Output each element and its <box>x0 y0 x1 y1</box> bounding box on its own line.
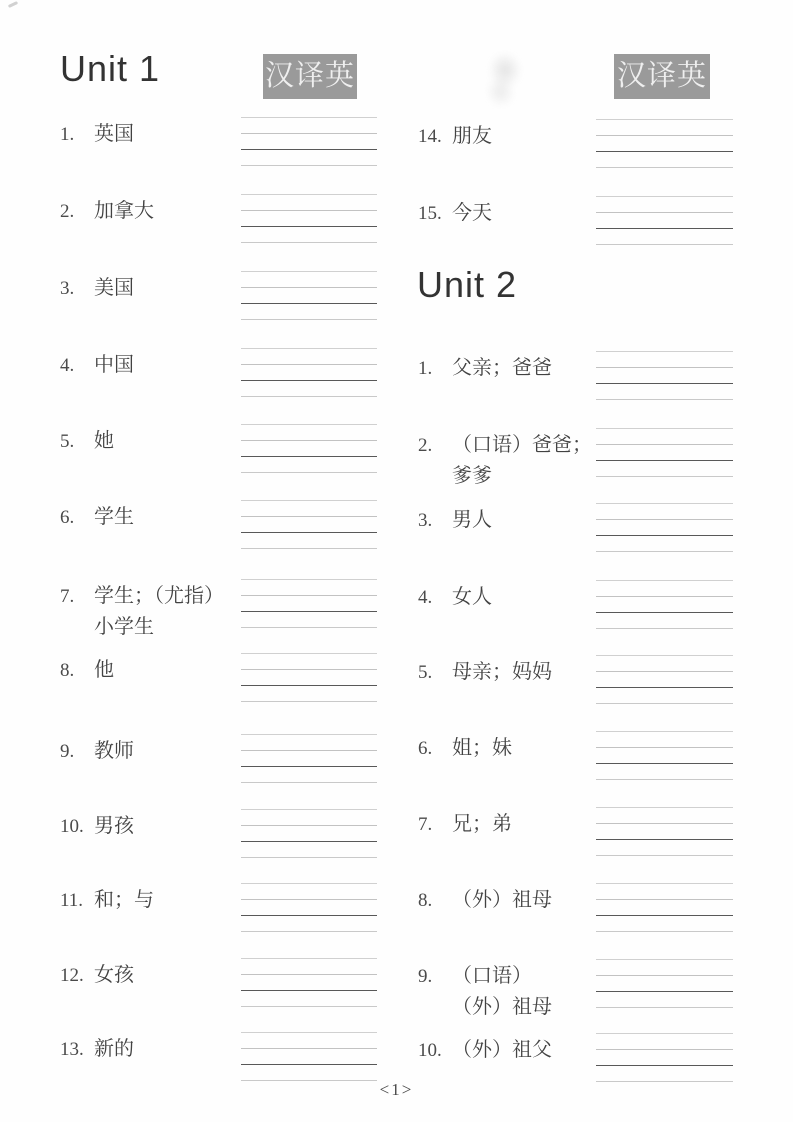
item-text <box>452 353 552 384</box>
answer-line <box>241 899 377 900</box>
answer-line <box>596 476 733 477</box>
answer-line <box>596 596 733 597</box>
item-text-line: 学生 <box>94 506 134 528</box>
item-label <box>418 885 552 916</box>
answer-line <box>241 766 377 767</box>
item-label <box>418 430 592 492</box>
answer-line <box>241 133 377 134</box>
unit-2-title: Unit 2 <box>417 264 518 305</box>
answer-line <box>596 167 733 168</box>
item-number: 4. <box>60 355 75 376</box>
item-label <box>418 582 492 613</box>
item-label <box>418 505 492 536</box>
answer-line <box>596 687 733 688</box>
item-number: 5. <box>418 662 433 683</box>
answer-writing-lines <box>241 1032 377 1082</box>
answer-line <box>596 883 733 884</box>
answer-line <box>241 841 377 842</box>
item-label <box>418 657 552 688</box>
answer-line <box>241 364 377 365</box>
item-label <box>418 961 552 1023</box>
item-text-line: 朋友 <box>452 125 492 147</box>
translate-badge-right: 汉译英 <box>614 54 710 99</box>
answer-writing-lines <box>241 194 377 244</box>
answer-line <box>596 779 733 780</box>
item-label <box>60 196 154 227</box>
item-text-line: （外）祖母 <box>452 889 552 911</box>
item-text-line: 加拿大 <box>94 200 154 222</box>
item-text <box>452 430 592 492</box>
answer-line <box>241 782 377 783</box>
answer-line <box>596 628 733 629</box>
answer-line <box>241 1032 377 1033</box>
answer-line <box>241 1064 377 1065</box>
item-text <box>452 505 492 536</box>
answer-line <box>596 1049 733 1050</box>
item-text <box>94 273 134 304</box>
item-text <box>94 581 224 643</box>
item-label <box>418 1035 552 1066</box>
item-text-line: 母亲；妈妈 <box>452 661 552 683</box>
answer-line <box>241 685 377 686</box>
item-label <box>60 960 134 991</box>
answer-line <box>596 367 733 368</box>
item-number: 6. <box>418 738 433 759</box>
answer-line <box>596 244 733 245</box>
item-text-line: 新的 <box>94 1038 134 1060</box>
scan-smudge <box>469 44 540 113</box>
answer-line <box>596 196 733 197</box>
item-text <box>94 960 134 991</box>
answer-line <box>241 915 377 916</box>
answer-line <box>596 1081 733 1082</box>
answer-writing-lines <box>596 119 733 169</box>
answer-writing-lines <box>596 655 733 705</box>
answer-writing-lines <box>241 809 377 859</box>
answer-writing-lines <box>596 428 733 478</box>
item-number: 3. <box>418 510 433 531</box>
answer-line <box>241 396 377 397</box>
answer-writing-lines <box>596 959 733 1009</box>
answer-line <box>596 383 733 384</box>
item-text-line: 女人 <box>452 586 492 608</box>
item-number: 13. <box>60 1039 84 1060</box>
item-number: 4. <box>418 587 433 608</box>
answer-line <box>596 151 733 152</box>
item-text <box>452 885 552 916</box>
answer-line <box>241 611 377 612</box>
item-text <box>94 350 134 381</box>
item-number: 8. <box>418 890 433 911</box>
answer-writing-lines <box>596 731 733 781</box>
answer-line <box>241 579 377 580</box>
answer-writing-lines <box>241 271 377 321</box>
answer-line <box>241 242 377 243</box>
answer-line <box>241 595 377 596</box>
answer-line <box>596 655 733 656</box>
item-text-line: 爹爹 <box>452 465 492 487</box>
answer-writing-lines <box>241 117 377 167</box>
item-label <box>60 811 134 842</box>
scan-artifact <box>8 1 18 8</box>
answer-writing-lines <box>241 500 377 550</box>
item-text <box>94 885 154 916</box>
answer-writing-lines <box>596 351 733 401</box>
item-label <box>60 655 114 686</box>
item-text-line: （口语） <box>452 965 532 987</box>
answer-line <box>596 212 733 213</box>
answer-line <box>596 703 733 704</box>
item-text-line: 英国 <box>94 123 134 145</box>
item-number: 14. <box>418 126 442 147</box>
answer-line <box>596 444 733 445</box>
item-label <box>418 809 512 840</box>
answer-line <box>241 750 377 751</box>
answer-line <box>241 974 377 975</box>
answer-line <box>241 117 377 118</box>
item-number: 2. <box>60 201 75 222</box>
item-text <box>452 657 552 688</box>
answer-line <box>241 825 377 826</box>
item-text-line: 他 <box>94 659 114 681</box>
answer-line <box>596 747 733 748</box>
answer-line <box>241 857 377 858</box>
item-number: 1. <box>418 358 433 379</box>
item-text-line: 今天 <box>452 202 492 224</box>
item-text-line: 她 <box>94 430 114 452</box>
item-text-line: 女孩 <box>94 964 134 986</box>
answer-line <box>241 424 377 425</box>
answer-line <box>596 807 733 808</box>
answer-line <box>596 551 733 552</box>
item-label <box>60 426 114 457</box>
item-text-line: 兄；弟 <box>452 813 512 835</box>
answer-line <box>596 915 733 916</box>
item-text <box>94 655 114 686</box>
answer-writing-lines <box>241 653 377 703</box>
item-label <box>60 581 224 643</box>
answer-line <box>596 503 733 504</box>
answer-line <box>241 734 377 735</box>
item-text-line: （外）祖母 <box>452 996 552 1018</box>
item-text-line: 姐；妹 <box>452 737 512 759</box>
item-label <box>60 502 134 533</box>
answer-line <box>596 1007 733 1008</box>
item-text <box>94 736 134 767</box>
item-text <box>94 196 154 227</box>
answer-line <box>596 931 733 932</box>
answer-line <box>596 763 733 764</box>
answer-writing-lines <box>596 1033 733 1083</box>
answer-line <box>241 303 377 304</box>
item-text <box>452 809 512 840</box>
answer-writing-lines <box>241 883 377 933</box>
answer-line <box>241 1080 377 1081</box>
item-text <box>94 1034 134 1065</box>
answer-line <box>241 516 377 517</box>
item-number: 7. <box>60 586 75 607</box>
item-text-line: 父亲；爸爸 <box>452 357 552 379</box>
item-text <box>452 961 552 1023</box>
answer-line <box>596 135 733 136</box>
answer-line <box>241 1006 377 1007</box>
answer-writing-lines <box>241 424 377 474</box>
answer-line <box>241 809 377 810</box>
item-number: 5. <box>60 431 75 452</box>
item-text-line: （外）祖父 <box>452 1039 552 1061</box>
item-label <box>418 733 512 764</box>
answer-line <box>596 991 733 992</box>
item-number: 9. <box>418 966 433 987</box>
answer-line <box>596 428 733 429</box>
answer-line <box>596 855 733 856</box>
answer-writing-lines <box>596 580 733 630</box>
item-label <box>60 350 134 381</box>
item-text <box>94 119 134 150</box>
item-text <box>452 121 492 152</box>
answer-line <box>596 535 733 536</box>
answer-line <box>241 931 377 932</box>
item-label <box>60 736 134 767</box>
item-number: 11. <box>60 890 84 911</box>
item-label <box>60 273 134 304</box>
item-label <box>418 198 492 229</box>
item-text <box>452 1035 552 1066</box>
item-number: 10. <box>60 816 84 837</box>
answer-line <box>241 472 377 473</box>
answer-writing-lines <box>241 348 377 398</box>
answer-line <box>596 351 733 352</box>
answer-writing-lines <box>241 579 377 629</box>
answer-line <box>241 210 377 211</box>
answer-line <box>241 226 377 227</box>
answer-line <box>596 975 733 976</box>
answer-line <box>241 348 377 349</box>
answer-writing-lines <box>596 807 733 857</box>
item-text <box>452 733 512 764</box>
item-label <box>418 121 492 152</box>
page-number: <1> <box>379 1080 414 1099</box>
item-number: 3. <box>60 278 75 299</box>
item-number: 10. <box>418 1040 442 1061</box>
answer-line <box>596 731 733 732</box>
item-text-line: 男孩 <box>94 815 134 837</box>
answer-writing-lines <box>241 958 377 1008</box>
answer-line <box>596 899 733 900</box>
answer-line <box>241 548 377 549</box>
answer-line <box>241 194 377 195</box>
answer-line <box>241 1048 377 1049</box>
answer-line <box>241 653 377 654</box>
answer-line <box>596 460 733 461</box>
answer-line <box>241 149 377 150</box>
answer-line <box>596 839 733 840</box>
unit-1-title: Unit 1 <box>60 48 161 89</box>
answer-line <box>241 165 377 166</box>
item-text-line: 男人 <box>452 509 492 531</box>
answer-line <box>596 1065 733 1066</box>
answer-line <box>241 319 377 320</box>
item-text-line: 小学生 <box>94 616 154 638</box>
answer-line <box>241 271 377 272</box>
item-text <box>452 198 492 229</box>
item-number: 1. <box>60 124 75 145</box>
answer-writing-lines <box>596 503 733 553</box>
answer-line <box>596 823 733 824</box>
answer-line <box>241 440 377 441</box>
answer-line <box>241 456 377 457</box>
item-text <box>94 426 114 457</box>
answer-line <box>241 669 377 670</box>
answer-writing-lines <box>241 734 377 784</box>
answer-line <box>596 119 733 120</box>
answer-writing-lines <box>596 196 733 246</box>
answer-line <box>241 958 377 959</box>
item-text-line: （口语）爸爸； <box>452 434 592 456</box>
answer-line <box>596 671 733 672</box>
answer-line <box>241 500 377 501</box>
item-number: 8. <box>60 660 75 681</box>
item-number: 12. <box>60 965 84 986</box>
item-label <box>418 353 552 384</box>
answer-line <box>596 959 733 960</box>
translate-badge-left: 汉译英 <box>263 54 357 99</box>
item-text <box>452 582 492 613</box>
answer-line <box>596 612 733 613</box>
item-number: 6. <box>60 507 75 528</box>
item-text <box>94 502 134 533</box>
item-label <box>60 1034 134 1065</box>
answer-line <box>241 287 377 288</box>
item-text <box>94 811 134 842</box>
item-text-line: 美国 <box>94 277 134 299</box>
item-text-line: 中国 <box>94 354 134 376</box>
item-label <box>60 119 134 150</box>
answer-line <box>596 519 733 520</box>
answer-line <box>241 532 377 533</box>
answer-line <box>596 580 733 581</box>
item-text-line: 教师 <box>94 740 134 762</box>
answer-line <box>241 380 377 381</box>
item-number: 15. <box>418 203 442 224</box>
answer-writing-lines <box>596 883 733 933</box>
answer-line <box>596 1033 733 1034</box>
answer-line <box>596 399 733 400</box>
answer-line <box>241 990 377 991</box>
item-number: 9. <box>60 741 75 762</box>
item-number: 7. <box>418 814 433 835</box>
item-text-line: 和；与 <box>94 889 154 911</box>
answer-line <box>241 627 377 628</box>
item-number: 2. <box>418 435 433 456</box>
answer-line <box>241 701 377 702</box>
answer-line <box>241 883 377 884</box>
item-label <box>60 885 154 916</box>
answer-line <box>596 228 733 229</box>
item-text-line: 学生；（尤指） <box>94 585 224 607</box>
